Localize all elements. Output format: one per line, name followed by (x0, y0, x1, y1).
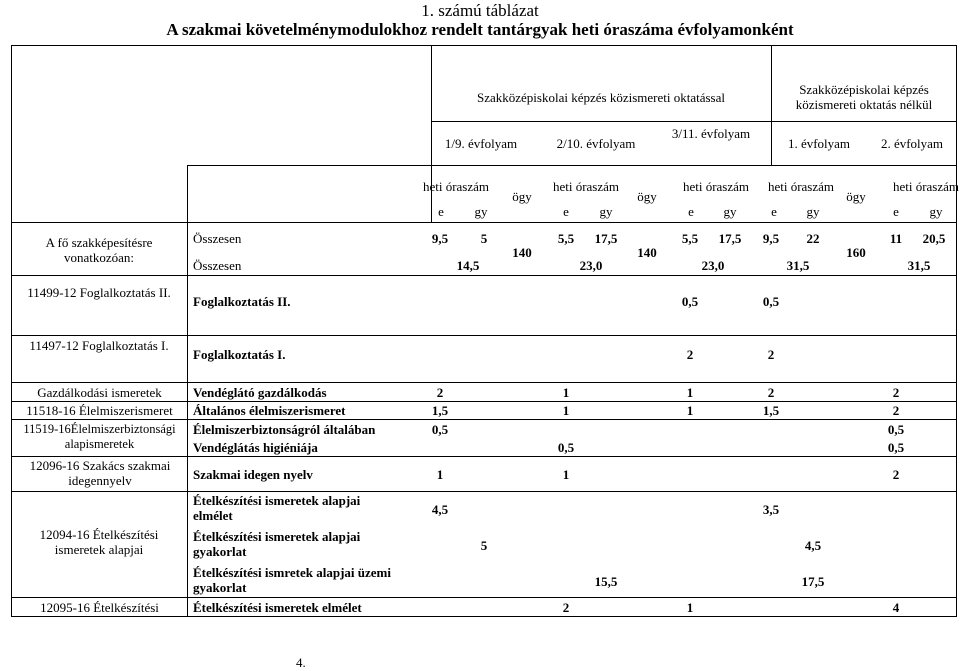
year-1: 1. évfolyam (787, 136, 851, 151)
subject: Élelmiszerbiztonságról általában (193, 422, 376, 437)
year-1-9: 1/9. évfolyam (444, 136, 518, 151)
col-e: e (688, 204, 694, 219)
grid-line (956, 45, 957, 617)
cell: 22 (806, 231, 820, 246)
year-2-10: 2/10. évfolyam (556, 136, 636, 151)
module-code: 11519-16Élelmiszerbiztonsági alapismeretek (23, 422, 176, 451)
col-e: e (563, 204, 569, 219)
cell: 9,5 (431, 231, 449, 246)
grid-line (11, 419, 957, 420)
cell: 4 (892, 600, 900, 615)
cell: 1 (562, 467, 570, 482)
grid-line (11, 597, 957, 598)
subject: Foglalkoztatás I. (193, 347, 286, 362)
cell: 3,5 (762, 502, 780, 517)
module-code: 12096-16 Szakács szakmai idegennyelv (29, 458, 171, 488)
cell: 140 (512, 245, 532, 260)
col-gy: gy (723, 204, 737, 219)
cell: 2 (892, 403, 900, 418)
subject: Vendéglátás higiéniája (193, 440, 318, 455)
grid-line (11, 456, 957, 457)
ogy-label: ögy (512, 189, 532, 204)
subject: Foglalkoztatás II. (193, 294, 291, 309)
col-e: e (771, 204, 777, 219)
cell: 2 (892, 385, 900, 400)
header-group-left: Szakközépiskolai képzés közismereti oktatással (476, 90, 725, 105)
cell: 2 (767, 347, 775, 362)
cell: 2 (767, 385, 775, 400)
module-code: 11518-16 Élelmiszerismeret (26, 403, 173, 418)
col-gy: gy (599, 204, 613, 219)
cell: 2 (562, 600, 570, 615)
col-e: e (893, 204, 899, 219)
cell: 1 (686, 600, 694, 615)
cell: 5,5 (681, 231, 699, 246)
grid-line (11, 382, 957, 383)
col-gy: gy (929, 204, 943, 219)
module-code: 12094-16 Ételkészítési ismeretek alapjai (39, 527, 159, 557)
cell: 4,5 (431, 502, 449, 517)
year-3-11: 3/11. évfolyam (671, 126, 751, 141)
cell: 0,5 (431, 422, 449, 437)
cell: 2 (686, 347, 694, 362)
cell: 140 (637, 245, 657, 260)
heti-label: heti óraszám (422, 179, 490, 194)
cell: 0,5 (887, 440, 905, 455)
cell: 4,5 (804, 538, 822, 553)
col-gy: gy (806, 204, 820, 219)
cell: 2 (892, 467, 900, 482)
total-label: Összesen (193, 231, 242, 246)
table-caption: 1. számú táblázat (421, 1, 539, 20)
module-code: Gazdálkodási ismeretek (37, 385, 162, 400)
cell: 0,5 (762, 294, 780, 309)
subject: Ételkészítési ismeretek alapjai gyakorlat (193, 529, 361, 559)
ogy-label: ögy (846, 189, 866, 204)
cell: 15,5 (594, 574, 618, 589)
grid-line (11, 401, 957, 402)
cell: 1 (562, 403, 570, 418)
subject: Ételkészítési ismeretek elmélet (193, 600, 362, 615)
grid-line (431, 121, 957, 122)
subject: Vendéglátó gazdálkodás (193, 385, 327, 400)
grid-line (11, 45, 12, 617)
header-group-right: Szakközépiskolai képzés közismereti oktatás nélkül (795, 82, 933, 112)
heti-label: heti óraszám (552, 179, 620, 194)
summary-label: A fő szakképesítésre vonatkozóan: (45, 235, 153, 265)
cell: 17,5 (801, 574, 825, 589)
cell: 1 (562, 385, 570, 400)
cell: 5,5 (557, 231, 575, 246)
cell: 9,5 (762, 231, 780, 246)
module-code: 11497-12 Foglalkoztatás I. (29, 338, 169, 353)
heti-label: heti óraszám (892, 179, 960, 194)
cell: 17,5 (718, 231, 742, 246)
cell: 11 (889, 231, 903, 246)
module-code: 12095-16 Ételkészítési (40, 600, 159, 615)
cell: 1 (686, 403, 694, 418)
cell: 14,5 (456, 258, 480, 273)
cell: 23,0 (579, 258, 603, 273)
heti-label: heti óraszám (682, 179, 750, 194)
module-code: 11499-12 Foglalkoztatás II. (27, 285, 171, 300)
page-number: 4. (296, 655, 306, 670)
grid-line (11, 222, 957, 223)
grid-line (11, 275, 957, 276)
cell: 0,5 (557, 440, 575, 455)
cell: 5 (480, 538, 488, 553)
cell: 1,5 (431, 403, 449, 418)
ogy-label: ögy (637, 189, 657, 204)
grid-line (431, 45, 432, 222)
grid-line (11, 491, 957, 492)
subject: Általános élelmiszerismeret (193, 403, 346, 418)
grid-line (11, 45, 957, 46)
col-gy: gy (474, 204, 488, 219)
cell: 20,5 (922, 231, 946, 246)
hours-table (11, 45, 960, 617)
cell: 160 (846, 245, 866, 260)
grid-line (11, 335, 957, 336)
grid-line (187, 165, 957, 166)
table-title: A szakmai követelménymodulokhoz rendelt tantárgyak heti óraszáma évfolyamonként (166, 20, 794, 39)
cell: 23,0 (701, 258, 725, 273)
year-2: 2. évfolyam (880, 136, 944, 151)
cell: 5 (480, 231, 488, 246)
cell: 2 (436, 385, 444, 400)
cell: 31,5 (786, 258, 810, 273)
cell: 0,5 (887, 422, 905, 437)
cell: 1 (686, 385, 694, 400)
heti-label: heti óraszám (767, 179, 835, 194)
col-e: e (438, 204, 444, 219)
cell: 17,5 (594, 231, 618, 246)
cell: 31,5 (907, 258, 931, 273)
grid-line (11, 616, 957, 617)
subject: Ételkészítési ismeretek alapjai elmélet (193, 493, 361, 523)
total-label: Összesen (193, 258, 242, 273)
cell: 1 (436, 467, 444, 482)
cell: 0,5 (681, 294, 699, 309)
cell: 1,5 (762, 403, 780, 418)
subject: Ételkészítési ismretek alapjai üzemi gyakorlat (193, 565, 391, 595)
subject: Szakmai idegen nyelv (193, 467, 313, 482)
